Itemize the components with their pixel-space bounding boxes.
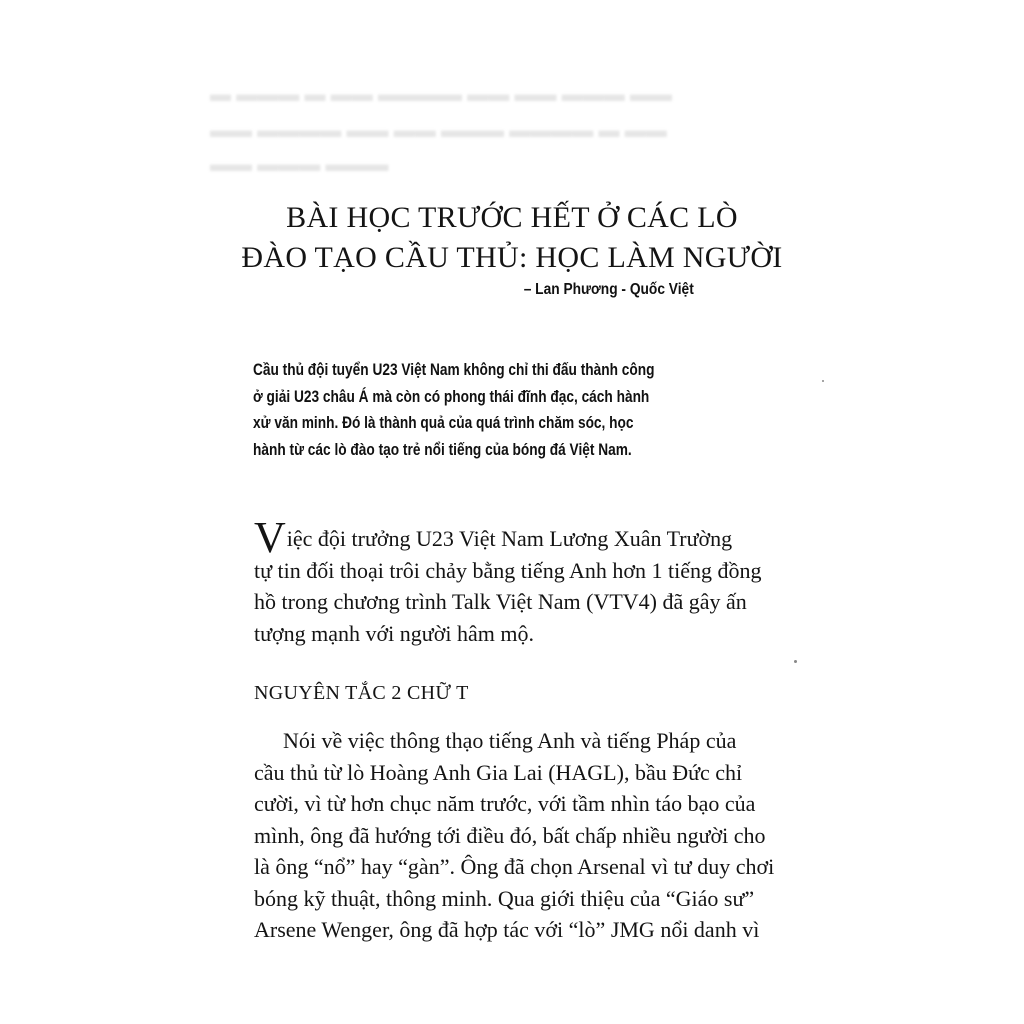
lead-line: Cầu thủ đội tuyển U23 Việt Nam không chỉ thi đấu thành công <box>253 361 655 379</box>
lead-line: xử văn minh. Đó là thành quả của quá trình chăm sóc, học <box>253 414 634 432</box>
lead-line: hành từ các lò đào tạo trẻ nổi tiếng của bóng đá Việt Nam. <box>253 440 632 459</box>
paragraph-line: bóng kỹ thuật, thông minh. Qua giới thiệu của “Giáo sư” <box>254 885 755 911</box>
lead-paragraph <box>253 357 763 463</box>
body-paragraph-2 <box>254 725 774 946</box>
paragraph-line: là ông “nổ” hay “gàn”. Ông đã chọn Arsenal vì tư duy chơi <box>254 854 775 879</box>
paragraph-line: tự tin đối thoại trôi chảy bằng tiếng Anh hơn 1 tiếng đồng <box>254 557 762 583</box>
show-through-line: ▬▬ ▬▬▬ ▬▬▬ <box>210 152 389 176</box>
print-speck <box>822 380 824 382</box>
body-paragraph-1 <box>254 513 774 649</box>
byline: – Lan Phương - Quốc Việt <box>523 281 694 298</box>
show-through-line: ▬ ▬▬▬ ▬ ▬▬ ▬▬▬▬ ▬▬ ▬▬ ▬▬▬ ▬▬ <box>210 82 672 106</box>
paragraph-line: Nói về việc thông thạo tiếng Anh và tiếng Pháp của <box>283 728 737 753</box>
paragraph-line <box>254 513 774 562</box>
paragraph-line: cười, vì từ hơn chục năm trước, với tầm nhìn táo bạo của <box>254 791 756 816</box>
title-line: BÀI HỌC TRƯỚC HẾT Ở CÁC LÒ <box>286 201 738 234</box>
paragraph-line: mình, ông đã hướng tới điều đó, bất chấp nhiều người cho <box>254 822 766 848</box>
paragraph-line: cầu thủ từ lò Hoàng Anh Gia Lai (HAGL), bầu Đức chỉ <box>254 759 743 785</box>
print-speck <box>794 660 797 663</box>
section-heading: NGUYÊN TẮC 2 CHỮ T <box>254 682 469 704</box>
paragraph-line: tượng mạnh với người hâm mộ. <box>254 620 534 646</box>
paragraph-line: Arsene Wenger, ông đã hợp tác với “lò” JMG nổi danh vì <box>254 917 760 942</box>
drop-cap: V <box>254 513 286 562</box>
show-through-line: ▬▬ ▬▬▬▬ ▬▬ ▬▬ ▬▬▬ ▬▬▬▬ ▬ ▬▬ <box>210 118 667 142</box>
title-line: ĐÀO TẠO CẦU THỦ: HỌC LÀM NGƯỜI <box>241 241 783 274</box>
paragraph-line: hồ trong chương trình Talk Việt Nam (VTV4) đã gây ấn <box>254 589 747 614</box>
lead-line: ở giải U23 châu Á mà còn có phong thái đĩnh đạc, cách hành <box>253 387 650 406</box>
first-line-text: iệc đội trưởng U23 Việt Nam Lương Xuân Trường <box>286 526 733 551</box>
article-title <box>180 198 844 278</box>
